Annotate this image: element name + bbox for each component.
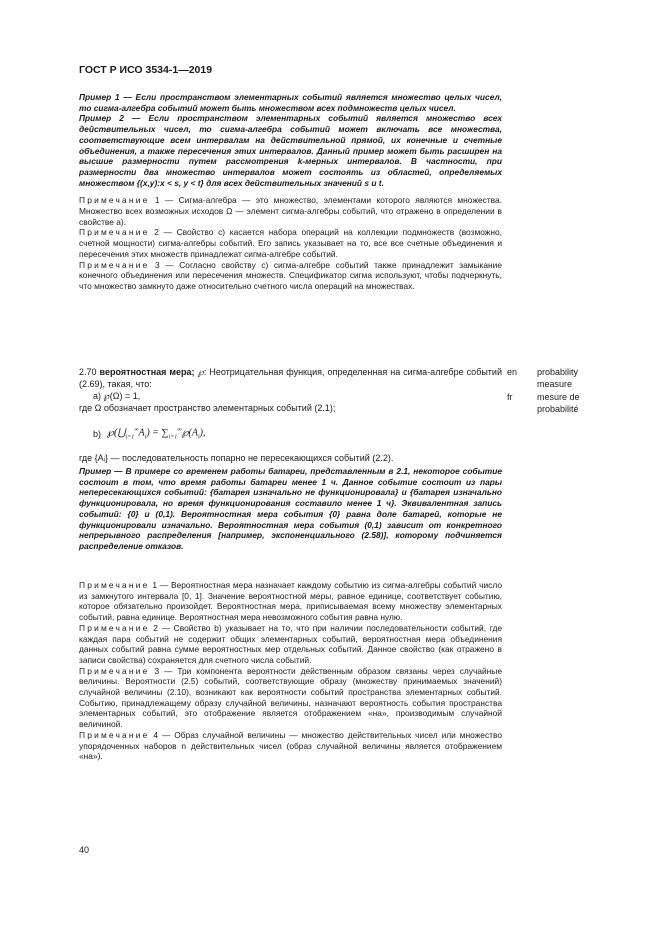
- term-name: вероятностная мера;: [99, 367, 195, 377]
- en-term-1: probability: [537, 367, 579, 377]
- en-term-2: measure: [537, 379, 573, 389]
- example-battery-text: Пример — В примере со временем работы батареи, представленным в 2.1, некоторое событие состоит в том, что время работы батареи менее 1 ч. Данное событие состоит из пары непересекающихся событий: {батарея изначально не функционировала} и {батарея изначально функционировала, но время функционирования составило менее 1 ч}. Эквивалентная запись событий: {0} и (0,1). Вероятностная мера события {0} равна доле батарей, которые не функционировали изначально. Вероятностная мера события (0,1) зависит от конкретного непрерывного распределения [например, экспоненциального (2.58)], которому подчиняется распределение отказов.: [79, 466, 502, 551]
- top-section: [79, 92, 502, 292]
- note-top-3: Примечание 3 — Согласно свойству c) сигма-алгебре событий также принадлежит замыкание конечного объединения или пересечения множеств. Спецификатор сигма используют, чтобы подчеркнуть, что множество замкнуто даже относительно счетного числа операций на множествах.: [79, 259, 502, 291]
- property-a: a) ℘(Ω) = 1,: [93, 391, 141, 401]
- property-b: [79, 420, 502, 448]
- note-bottom-3: Примечание 3 — Три компонента вероятности действенным образом связаны через случайные величины. Вероятности (2.5) событий, соответствующие образу (множеству принимаемых значений) случайной величины (2.10), возникают как вероятности событий пространства элементарных событий. Событию, принадлежащему образу случайной величины, назначают вероятность события пространства элементарных событий, это отображение является отображением «на», производимым случайной величиной.: [79, 665, 502, 730]
- lang-fr: fr: [507, 392, 513, 402]
- note-bottom-1: Примечание 1 — Вероятностная мера назначает каждому событию из сигма-алгебры событий число из замкнутого интервала [0, 1]. Значение вероятностной меры, равное единице, соответствует событию, которое обязательно произойдет. Вероятностная мера, приписываемая всему множеству элементарных событий, равна единице. Вероятностная мера невозможного события равна нулю.: [79, 580, 502, 623]
- property-b-label: b): [93, 429, 102, 439]
- term-heading: 2.70 вероятностная мера; ℘: Неотрицательная функция, определенная на сигма-алгебре событий (2.69), такая, что:: [79, 367, 502, 389]
- note-top-2: Примечание 2 — Свойство c) касается набора операций на коллекции подмножеств (возможно, счетной мощности) сигма-алгебры событий. Его запись указывает на то, все все счетные объединения и пересечения этих множеств принадлежат сигма-алгебре событий.: [79, 227, 502, 259]
- example-1: Пример 1 — Если пространством элементарных событий является множество целых чисел, то сигма-алгебра событий может быть множеством всех подмножеств целых чисел.: [79, 92, 502, 113]
- note-bottom-2: Примечание 2 — Свойство b) указывает на то, что при наличии последовательности событий, где каждая пара событий не содержит общих элементарных событий, вероятностная мера объединения данных событий равна сумме вероятностных мер отдельных событий. Данное свойство (как отражено в записи свойства) сохраняется для счетного числа событий.: [79, 622, 502, 665]
- fr-term-2: probabilité: [537, 404, 579, 414]
- fr-term-1: mesure de: [537, 392, 580, 402]
- document-header: ГОСТ Р ИСО 3534-1—2019: [79, 64, 213, 76]
- bottom-notes: [79, 580, 502, 762]
- where-ai: где {Aᵢ} — последовательность попарно не пересекающихся событий (2.2).: [79, 453, 394, 463]
- example-2: Пример 2 — Если пространством элементарных событий является множество всех действительных чисел, то сигма-алгебра событий может включать все множества, соответствующие всем интервалам на действительной прямой, их конечные и счетные объединения, а также пересечения этих интервалов. Данный пример может быть расширен на высшие размерности путем рассмотрения k-мерных интервалов. В частности, при размерности два множество интервалов может состоять из областей, определяемых множеством {(x,y):x < s, y < t} для всех действительных значений s и t.: [79, 113, 502, 188]
- term-symbol: ℘: [197, 367, 204, 377]
- property-b-formula: $℘(⋃_{i=1}^\infty A_i)$ = $\sum_{i=1}^\infty℘(A_i)$,: [107, 427, 206, 441]
- note-top-1: Примечание 1 — Сигма-алгебра — это множество, элементами которого являются множества. Множество всех возможных исходов Ω — элемент сигма-алгебры событий, что отражено в определении в свойстве a).: [79, 195, 502, 227]
- lang-en: en: [507, 367, 518, 377]
- where-omega: где Ω обозначает пространство элементарных событий (2.1);: [79, 403, 336, 413]
- note-bottom-4: Примечание 4 — Образ случайной величины — множество действительных чисел или множество упорядоченных наборов n действительных чисел (образ случайной величины является отображением «на»).: [79, 729, 502, 762]
- page-number: 40: [79, 845, 90, 855]
- term-section: [79, 366, 502, 464]
- example-battery: [79, 466, 502, 552]
